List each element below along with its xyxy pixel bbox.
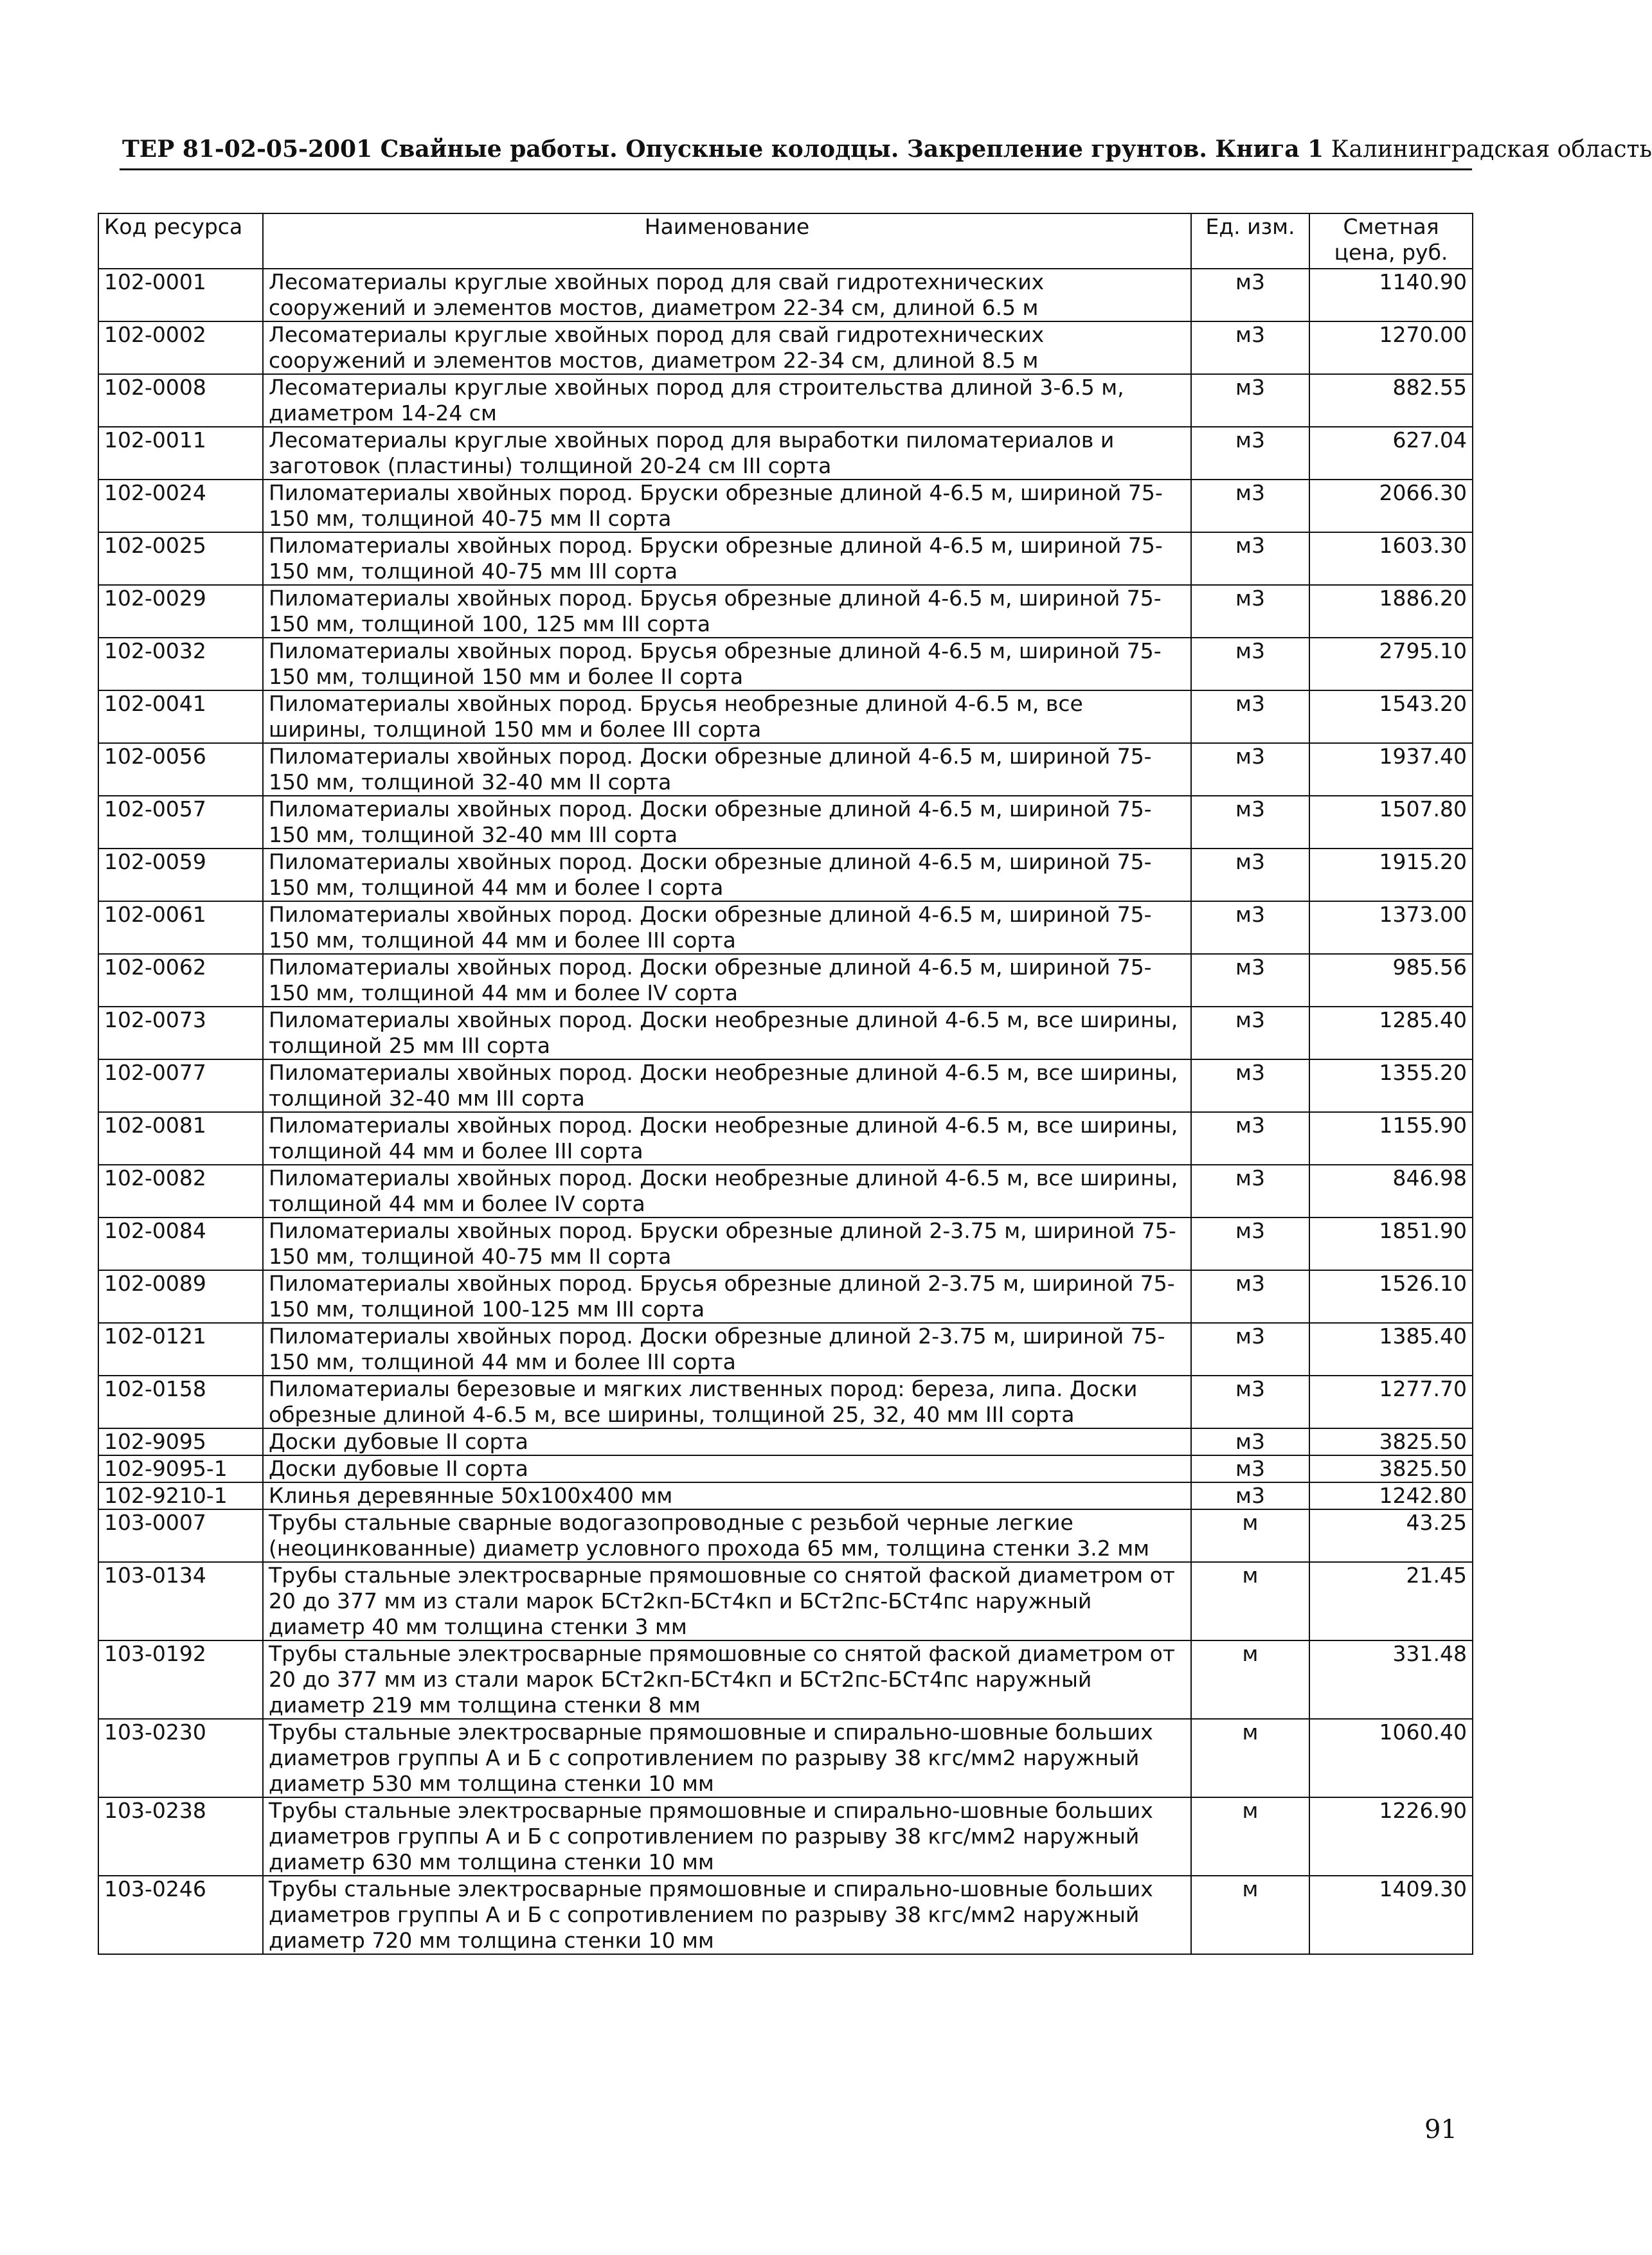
resource-code-cell: 102-0002 bbox=[98, 321, 263, 374]
resource-code-cell: 102-0061 bbox=[98, 901, 263, 954]
unit-cell: м bbox=[1191, 1640, 1309, 1719]
resource-code-cell: 102-0011 bbox=[98, 427, 263, 480]
table-row bbox=[98, 1323, 1473, 1376]
resource-name-cell: Трубы стальные электросварные прямошовные и спирально-шовные больших диаметров группы А и Б с сопротивлением по разрыву 38 кгс/мм2 наружный диаметр 720 мм толщина стенки 10 мм bbox=[263, 1876, 1191, 1954]
resource-name-cell: Пиломатериалы хвойных пород. Доски обрезные длиной 4-6.5 м, шириной 75-150 мм, толщиной 32-40 мм II сорта bbox=[263, 743, 1191, 796]
unit-cell: м3 bbox=[1191, 1270, 1309, 1323]
table-row bbox=[98, 1509, 1473, 1562]
table-header-row bbox=[98, 213, 1473, 269]
resource-code-cell: 102-0077 bbox=[98, 1059, 263, 1112]
table-row bbox=[98, 1112, 1473, 1165]
resource-name-cell: Пиломатериалы хвойных пород. Бруски обрезные длиной 2-3.75 м, шириной 75-150 мм, толщиной 40-75 мм II сорта bbox=[263, 1217, 1191, 1270]
price-cell: 1937.40 bbox=[1309, 743, 1473, 796]
resource-code-cell: 103-0134 bbox=[98, 1562, 263, 1640]
table-row bbox=[98, 638, 1473, 690]
table-row bbox=[98, 690, 1473, 743]
resource-code-cell: 102-0041 bbox=[98, 690, 263, 743]
header-title: ТЕР 81-02-05-2001 Свайные работы. Опускные колодцы. Закрепление грунтов. Книга 1 bbox=[122, 136, 1324, 163]
resource-code-cell: 102-0008 bbox=[98, 374, 263, 427]
table-row bbox=[98, 532, 1473, 585]
column-header-code: Код ресурса bbox=[98, 213, 263, 269]
resource-code-cell: 102-0029 bbox=[98, 585, 263, 638]
resource-code-cell: 102-0059 bbox=[98, 849, 263, 901]
table-row bbox=[98, 1165, 1473, 1217]
resource-name-cell: Пиломатериалы хвойных пород. Брусья обрезные длиной 4-6.5 м, шириной 75-150 мм, толщиной 100, 125 мм III сорта bbox=[263, 585, 1191, 638]
table-row bbox=[98, 374, 1473, 427]
table-row bbox=[98, 1876, 1473, 1954]
resource-name-cell: Пиломатериалы хвойных пород. Бруски обрезные длиной 4-6.5 м, шириной 75-150 мм, толщиной 40-75 мм II сорта bbox=[263, 480, 1191, 532]
table-row bbox=[98, 1640, 1473, 1719]
table-row bbox=[98, 1719, 1473, 1797]
unit-cell: м3 bbox=[1191, 849, 1309, 901]
unit-cell: м3 bbox=[1191, 480, 1309, 532]
table-row bbox=[98, 321, 1473, 374]
resource-code-cell: 102-0057 bbox=[98, 796, 263, 849]
price-cell: 1270.00 bbox=[1309, 321, 1473, 374]
resource-name-cell: Пиломатериалы хвойных пород. Доски обрезные длиной 4-6.5 м, шириной 75-150 мм, толщиной 44 мм и более I сорта bbox=[263, 849, 1191, 901]
price-cell: 846.98 bbox=[1309, 1165, 1473, 1217]
running-header bbox=[122, 136, 1652, 163]
resource-code-cell: 102-0056 bbox=[98, 743, 263, 796]
table-row bbox=[98, 1059, 1473, 1112]
resource-code-cell: 102-0025 bbox=[98, 532, 263, 585]
table-row bbox=[98, 743, 1473, 796]
unit-cell: м3 bbox=[1191, 585, 1309, 638]
price-cell: 1886.20 bbox=[1309, 585, 1473, 638]
resource-name-cell: Доски дубовые II сорта bbox=[263, 1455, 1191, 1482]
resource-name-cell: Лесоматериалы круглые хвойных пород для выработки пиломатериалов и заготовок (пластины) толщиной 20-24 см III сорта bbox=[263, 427, 1191, 480]
resource-code-cell: 102-9095-1 bbox=[98, 1455, 263, 1482]
resource-name-cell: Пиломатериалы хвойных пород. Брусья обрезные длиной 4-6.5 м, шириной 75-150 мм, толщиной 150 мм и более II сорта bbox=[263, 638, 1191, 690]
price-cell: 21.45 bbox=[1309, 1562, 1473, 1640]
table-row bbox=[98, 1007, 1473, 1059]
resource-name-cell: Пиломатериалы хвойных пород. Доски обрезные длиной 4-6.5 м, шириной 75-150 мм, толщиной 44 мм и более III сорта bbox=[263, 901, 1191, 954]
unit-cell: м3 bbox=[1191, 321, 1309, 374]
price-cell: 627.04 bbox=[1309, 427, 1473, 480]
unit-cell: м3 bbox=[1191, 1376, 1309, 1428]
price-cell: 1409.30 bbox=[1309, 1876, 1473, 1954]
unit-cell: м3 bbox=[1191, 374, 1309, 427]
unit-cell: м3 bbox=[1191, 1455, 1309, 1482]
resource-code-cell: 102-0081 bbox=[98, 1112, 263, 1165]
table-row bbox=[98, 585, 1473, 638]
resource-name-cell: Доски дубовые II сорта bbox=[263, 1428, 1191, 1455]
price-cell: 1543.20 bbox=[1309, 690, 1473, 743]
resource-name-cell: Клинья деревянные 50х100х400 мм bbox=[263, 1482, 1191, 1509]
resource-name-cell: Пиломатериалы хвойных пород. Доски обрезные длиной 4-6.5 м, шириной 75-150 мм, толщиной 44 мм и более IV сорта bbox=[263, 954, 1191, 1007]
table-row bbox=[98, 954, 1473, 1007]
resource-name-cell: Трубы стальные электросварные прямошовные со снятой фаской диаметром от 20 до 377 мм из стали марок БСт2кп-БСт4кп и БСт2пс-БСт4пс наружный диаметр 40 мм толщина стенки 3 мм bbox=[263, 1562, 1191, 1640]
price-cell: 1226.90 bbox=[1309, 1797, 1473, 1876]
table-row bbox=[98, 849, 1473, 901]
resource-code-cell: 102-0121 bbox=[98, 1323, 263, 1376]
table-row bbox=[98, 901, 1473, 954]
page-number: 91 bbox=[1424, 2115, 1457, 2144]
resource-name-cell: Пиломатериалы березовые и мягких лиственных пород: береза, липа. Доски обрезные длиной 4-6.5 м, все ширины, толщиной 25, 32, 40 мм III сорта bbox=[263, 1376, 1191, 1428]
price-cell: 3825.50 bbox=[1309, 1428, 1473, 1455]
resource-name-cell: Пиломатериалы хвойных пород. Брусья необрезные длиной 4-6.5 м, все ширины, толщиной 150 мм и более III сорта bbox=[263, 690, 1191, 743]
unit-cell: м3 bbox=[1191, 1323, 1309, 1376]
unit-cell: м3 bbox=[1191, 796, 1309, 849]
unit-cell: м3 bbox=[1191, 1428, 1309, 1455]
unit-cell: м bbox=[1191, 1797, 1309, 1876]
unit-cell: м3 bbox=[1191, 1059, 1309, 1112]
unit-cell: м3 bbox=[1191, 1165, 1309, 1217]
resource-name-cell: Лесоматериалы круглые хвойных пород для свай гидротехнических сооружений и элементов мостов, диаметром 22-34 см, длиной 8.5 м bbox=[263, 321, 1191, 374]
column-header-unit: Ед. изм. bbox=[1191, 213, 1309, 269]
unit-cell: м3 bbox=[1191, 954, 1309, 1007]
price-cell: 1060.40 bbox=[1309, 1719, 1473, 1797]
resource-name-cell: Трубы стальные электросварные прямошовные и спирально-шовные больших диаметров группы А и Б с сопротивлением по разрыву 38 кгс/мм2 наружный диаметр 630 мм толщина стенки 10 мм bbox=[263, 1797, 1191, 1876]
resource-price-table bbox=[98, 213, 1473, 1955]
price-cell: 1242.80 bbox=[1309, 1482, 1473, 1509]
table-row bbox=[98, 1482, 1473, 1509]
resource-code-cell: 102-0158 bbox=[98, 1376, 263, 1428]
resource-code-cell: 102-0024 bbox=[98, 480, 263, 532]
price-cell: 882.55 bbox=[1309, 374, 1473, 427]
resource-name-cell: Лесоматериалы круглые хвойных пород для свай гидротехнических сооружений и элементов мостов, диаметром 22-34 см, длиной 6.5 м bbox=[263, 269, 1191, 321]
table-row bbox=[98, 1455, 1473, 1482]
price-cell: 1526.10 bbox=[1309, 1270, 1473, 1323]
price-cell: 2066.30 bbox=[1309, 480, 1473, 532]
resource-code-cell: 103-0007 bbox=[98, 1509, 263, 1562]
price-cell: 331.48 bbox=[1309, 1640, 1473, 1719]
unit-cell: м3 bbox=[1191, 269, 1309, 321]
unit-cell: м bbox=[1191, 1719, 1309, 1797]
table-row bbox=[98, 427, 1473, 480]
price-cell: 43.25 bbox=[1309, 1509, 1473, 1562]
resource-code-cell: 102-0062 bbox=[98, 954, 263, 1007]
unit-cell: м bbox=[1191, 1562, 1309, 1640]
resource-name-cell: Трубы стальные сварные водогазопроводные с резьбой черные легкие (неоцинкованные) диаметр условного прохода 65 мм, толщина стенки 3.2 мм bbox=[263, 1509, 1191, 1562]
unit-cell: м3 bbox=[1191, 638, 1309, 690]
resource-code-cell: 102-0084 bbox=[98, 1217, 263, 1270]
resource-code-cell: 103-0192 bbox=[98, 1640, 263, 1719]
resource-name-cell: Пиломатериалы хвойных пород. Доски необрезные длиной 4-6.5 м, все ширины, толщиной 44 мм и более IV сорта bbox=[263, 1165, 1191, 1217]
resource-code-cell: 102-0082 bbox=[98, 1165, 263, 1217]
table-row bbox=[98, 1428, 1473, 1455]
unit-cell: м bbox=[1191, 1509, 1309, 1562]
price-cell: 1140.90 bbox=[1309, 269, 1473, 321]
resource-code-cell: 102-9210-1 bbox=[98, 1482, 263, 1509]
unit-cell: м3 bbox=[1191, 1007, 1309, 1059]
price-cell: 2795.10 bbox=[1309, 638, 1473, 690]
price-cell: 1355.20 bbox=[1309, 1059, 1473, 1112]
header-rule bbox=[120, 168, 1472, 170]
resource-name-cell: Трубы стальные электросварные прямошовные со снятой фаской диаметром от 20 до 377 мм из стали марок БСт2кп-БСт4кп и БСт2пс-БСт4пс наружный диаметр 219 мм толщина стенки 8 мм bbox=[263, 1640, 1191, 1719]
resource-code-cell: 102-0001 bbox=[98, 269, 263, 321]
resource-code-cell: 103-0246 bbox=[98, 1876, 263, 1954]
table-row bbox=[98, 1797, 1473, 1876]
unit-cell: м3 bbox=[1191, 901, 1309, 954]
table-row bbox=[98, 796, 1473, 849]
price-cell: 985.56 bbox=[1309, 954, 1473, 1007]
table-row bbox=[98, 1217, 1473, 1270]
price-cell: 3825.50 bbox=[1309, 1455, 1473, 1482]
resource-code-cell: 102-0089 bbox=[98, 1270, 263, 1323]
price-cell: 1285.40 bbox=[1309, 1007, 1473, 1059]
resource-name-cell: Пиломатериалы хвойных пород. Доски необрезные длиной 4-6.5 м, все ширины, толщиной 32-40 мм III сорта bbox=[263, 1059, 1191, 1112]
resource-code-cell: 103-0238 bbox=[98, 1797, 263, 1876]
unit-cell: м3 bbox=[1191, 1482, 1309, 1509]
column-header-price: Сметная цена, руб. bbox=[1309, 213, 1473, 269]
table-row bbox=[98, 269, 1473, 321]
resource-code-cell: 102-9095 bbox=[98, 1428, 263, 1455]
price-cell: 1385.40 bbox=[1309, 1323, 1473, 1376]
unit-cell: м3 bbox=[1191, 690, 1309, 743]
table-row bbox=[98, 1376, 1473, 1428]
price-cell: 1915.20 bbox=[1309, 849, 1473, 901]
price-cell: 1155.90 bbox=[1309, 1112, 1473, 1165]
price-cell: 1851.90 bbox=[1309, 1217, 1473, 1270]
column-header-name: Наименование bbox=[263, 213, 1191, 269]
unit-cell: м bbox=[1191, 1876, 1309, 1954]
unit-cell: м3 bbox=[1191, 427, 1309, 480]
resource-name-cell: Пиломатериалы хвойных пород. Доски обрезные длиной 4-6.5 м, шириной 75-150 мм, толщиной 32-40 мм III сорта bbox=[263, 796, 1191, 849]
unit-cell: м3 bbox=[1191, 1217, 1309, 1270]
resource-name-cell: Пиломатериалы хвойных пород. Доски необрезные длиной 4-6.5 м, все ширины, толщиной 44 мм и более III сорта bbox=[263, 1112, 1191, 1165]
price-cell: 1507.80 bbox=[1309, 796, 1473, 849]
table-body bbox=[98, 269, 1473, 1954]
price-cell: 1373.00 bbox=[1309, 901, 1473, 954]
unit-cell: м3 bbox=[1191, 1112, 1309, 1165]
resource-name-cell: Пиломатериалы хвойных пород. Доски обрезные длиной 2-3.75 м, шириной 75-150 мм, толщиной 44 мм и более III сорта bbox=[263, 1323, 1191, 1376]
resource-code-cell: 102-0032 bbox=[98, 638, 263, 690]
price-cell: 1603.30 bbox=[1309, 532, 1473, 585]
resource-name-cell: Лесоматериалы круглые хвойных пород для строительства длиной 3-6.5 м, диаметром 14-24 см bbox=[263, 374, 1191, 427]
price-cell: 1277.70 bbox=[1309, 1376, 1473, 1428]
resource-name-cell: Пиломатериалы хвойных пород. Брусья обрезные длиной 2-3.75 м, шириной 75-150 мм, толщиной 100-125 мм III сорта bbox=[263, 1270, 1191, 1323]
table-row bbox=[98, 1562, 1473, 1640]
unit-cell: м3 bbox=[1191, 743, 1309, 796]
resource-code-cell: 102-0073 bbox=[98, 1007, 263, 1059]
header-region: Калининградская область bbox=[1324, 136, 1652, 163]
resource-name-cell: Трубы стальные электросварные прямошовные и спирально-шовные больших диаметров группы А и Б с сопротивлением по разрыву 38 кгс/мм2 наружный диаметр 530 мм толщина стенки 10 мм bbox=[263, 1719, 1191, 1797]
resource-code-cell: 103-0230 bbox=[98, 1719, 263, 1797]
unit-cell: м3 bbox=[1191, 532, 1309, 585]
table-row bbox=[98, 480, 1473, 532]
resource-name-cell: Пиломатериалы хвойных пород. Доски необрезные длиной 4-6.5 м, все ширины, толщиной 25 мм III сорта bbox=[263, 1007, 1191, 1059]
resource-name-cell: Пиломатериалы хвойных пород. Бруски обрезные длиной 4-6.5 м, шириной 75-150 мм, толщиной 40-75 мм III сорта bbox=[263, 532, 1191, 585]
table-row bbox=[98, 1270, 1473, 1323]
